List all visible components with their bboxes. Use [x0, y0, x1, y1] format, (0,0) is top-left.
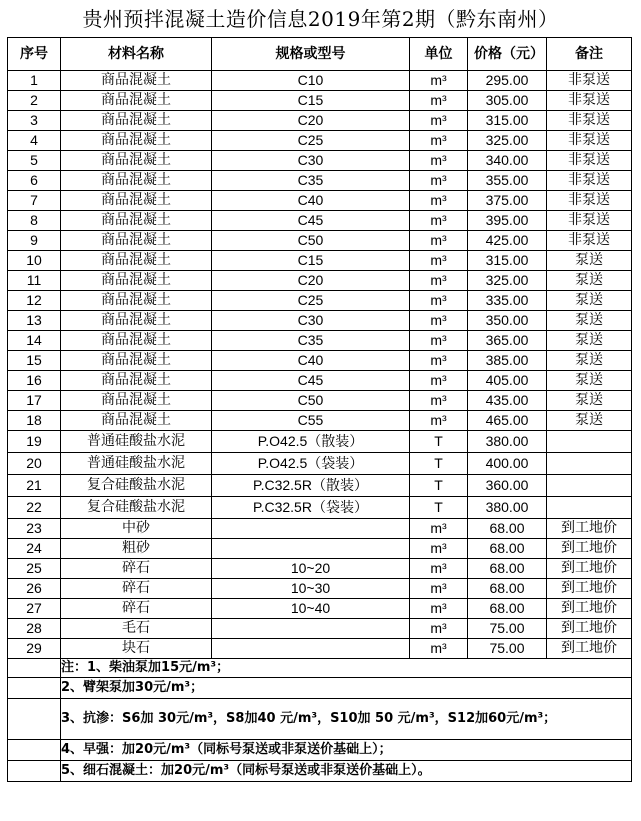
unit-cell: m³ [410, 599, 468, 619]
note-row [8, 659, 632, 678]
note-4: 4、早强：加20元/m³（同标号泵送或非泵送价基础上）； [61, 740, 632, 761]
table-row [8, 171, 632, 191]
price-cell: 360.00 [468, 475, 547, 497]
spec-model-cell: P.O42.5（袋装） [212, 453, 410, 475]
remark-cell: 非泵送 [547, 231, 632, 251]
spec-model-cell [212, 539, 410, 559]
row-number-cell: 11 [8, 271, 61, 291]
unit-cell: m³ [410, 391, 468, 411]
spec-model-cell: 10~30 [212, 579, 410, 599]
table-row [8, 559, 632, 579]
spec-model-cell: 10~40 [212, 599, 410, 619]
unit-cell: T [410, 475, 468, 497]
material-name-cell: 商品混凝土 [61, 391, 212, 411]
spec-model-cell: C40 [212, 191, 410, 211]
spec-model-cell: C15 [212, 251, 410, 271]
price-cell: 340.00 [468, 151, 547, 171]
price-cell: 355.00 [468, 171, 547, 191]
notes-section [8, 659, 632, 782]
row-number-cell: 21 [8, 475, 61, 497]
price-cell: 68.00 [468, 519, 547, 539]
price-cell: 68.00 [468, 559, 547, 579]
material-name-cell: 中砂 [61, 519, 212, 539]
note-3: 3、抗渗：S6加 30元/m³，S8加40 元/m³，S10加 50 元/m³，S12加60元/m³； [61, 699, 632, 740]
price-cell: 335.00 [468, 291, 547, 311]
material-name-cell: 商品混凝土 [61, 371, 212, 391]
price-cell: 75.00 [468, 639, 547, 659]
material-name-cell: 商品混凝土 [61, 291, 212, 311]
material-name-cell: 商品混凝土 [61, 231, 212, 251]
unit-cell: m³ [410, 519, 468, 539]
spec-model-cell: C45 [212, 371, 410, 391]
spec-model-cell: C35 [212, 171, 410, 191]
material-name-cell: 商品混凝土 [61, 71, 212, 91]
row-number-cell: 3 [8, 111, 61, 131]
price-cell: 68.00 [468, 539, 547, 559]
remark-cell: 非泵送 [547, 191, 632, 211]
table-row [8, 211, 632, 231]
row-number-cell: 10 [8, 251, 61, 271]
remark-cell: 非泵送 [547, 211, 632, 231]
material-name-cell: 商品混凝土 [61, 411, 212, 431]
remark-cell: 泵送 [547, 411, 632, 431]
row-number-cell: 20 [8, 453, 61, 475]
note-1: 注：1、柴油泵加15元/m³； [61, 659, 632, 678]
remark-cell: 泵送 [547, 291, 632, 311]
table-row [8, 639, 632, 659]
material-name-cell: 商品混凝土 [61, 171, 212, 191]
table-row [8, 91, 632, 111]
material-name-cell: 商品混凝土 [61, 131, 212, 151]
material-name-cell: 碎石 [61, 599, 212, 619]
table-row [8, 371, 632, 391]
page-title: 贵州预拌混凝土造价信息2019年第2期（黔东南州） [82, 7, 559, 31]
remark-cell: 泵送 [547, 251, 632, 271]
price-cell: 385.00 [468, 351, 547, 371]
material-name-cell: 商品混凝土 [61, 351, 212, 371]
unit-cell: m³ [410, 251, 468, 271]
table-row [8, 111, 632, 131]
table-row [8, 539, 632, 559]
material-name-cell: 商品混凝土 [61, 271, 212, 291]
row-number-cell: 7 [8, 191, 61, 211]
header-no: 序号 [8, 38, 61, 71]
unit-cell: m³ [410, 411, 468, 431]
spec-model-cell: C20 [212, 271, 410, 291]
remark-cell: 泵送 [547, 331, 632, 351]
spec-model-cell: C55 [212, 411, 410, 431]
table-row [8, 431, 632, 453]
price-cell: 75.00 [468, 619, 547, 639]
row-number-cell: 26 [8, 579, 61, 599]
table-row [8, 453, 632, 475]
header-unit: 单位 [410, 38, 468, 71]
row-number-cell: 25 [8, 559, 61, 579]
material-name-cell: 普通硅酸盐水泥 [61, 431, 212, 453]
price-table [7, 37, 632, 782]
unit-cell: m³ [410, 71, 468, 91]
material-name-cell: 粗砂 [61, 539, 212, 559]
spec-model-cell: C15 [212, 91, 410, 111]
material-name-cell: 商品混凝土 [61, 191, 212, 211]
price-cell: 68.00 [468, 579, 547, 599]
material-name-cell: 商品混凝土 [61, 111, 212, 131]
row-number-cell: 17 [8, 391, 61, 411]
unit-cell: m³ [410, 639, 468, 659]
material-name-cell: 碎石 [61, 579, 212, 599]
table-row [8, 231, 632, 251]
material-name-cell: 复合硅酸盐水泥 [61, 497, 212, 519]
spec-model-cell: P.O42.5（散装） [212, 431, 410, 453]
unit-cell: m³ [410, 211, 468, 231]
table-row [8, 391, 632, 411]
spec-model-cell: C50 [212, 231, 410, 251]
note-row [8, 740, 632, 761]
remark-cell: 到工地价 [547, 619, 632, 639]
material-name-cell: 毛石 [61, 619, 212, 639]
spec-model-cell: C20 [212, 111, 410, 131]
remark-cell: 非泵送 [547, 171, 632, 191]
spec-model-cell: C10 [212, 71, 410, 91]
remark-cell: 到工地价 [547, 519, 632, 539]
spec-model-cell: P.C32.5R（散装） [212, 475, 410, 497]
remark-cell: 到工地价 [547, 579, 632, 599]
row-number-cell: 1 [8, 71, 61, 91]
row-number-cell: 5 [8, 151, 61, 171]
header-remark: 备注 [547, 38, 632, 71]
price-cell: 325.00 [468, 131, 547, 151]
remark-cell: 泵送 [547, 371, 632, 391]
unit-cell: m³ [410, 311, 468, 331]
remark-cell: 非泵送 [547, 91, 632, 111]
table-row [8, 271, 632, 291]
remark-cell: 非泵送 [547, 131, 632, 151]
remark-cell: 泵送 [547, 271, 632, 291]
price-cell: 325.00 [468, 271, 547, 291]
remark-cell: 到工地价 [547, 559, 632, 579]
spec-model-cell: C25 [212, 131, 410, 151]
unit-cell: m³ [410, 619, 468, 639]
price-cell: 425.00 [468, 231, 547, 251]
material-name-cell: 商品混凝土 [61, 91, 212, 111]
spec-model-cell: C25 [212, 291, 410, 311]
table-row [8, 351, 632, 371]
spec-model-cell: P.C32.5R（袋装） [212, 497, 410, 519]
remark-cell [547, 431, 632, 453]
unit-cell: T [410, 431, 468, 453]
row-number-cell: 16 [8, 371, 61, 391]
spec-model-cell [212, 639, 410, 659]
remark-cell: 非泵送 [547, 71, 632, 91]
row-number-cell: 19 [8, 431, 61, 453]
table-row [8, 311, 632, 331]
price-cell: 400.00 [468, 453, 547, 475]
unit-cell: T [410, 497, 468, 519]
row-number-cell: 27 [8, 599, 61, 619]
row-number-cell: 23 [8, 519, 61, 539]
price-cell: 350.00 [468, 311, 547, 331]
price-cell: 465.00 [468, 411, 547, 431]
price-cell: 405.00 [468, 371, 547, 391]
remark-cell: 非泵送 [547, 151, 632, 171]
note-5: 5、细石混凝土：加20元/m³（同标号泵送或非泵送价基础上）。 [61, 761, 632, 782]
price-cell: 295.00 [468, 71, 547, 91]
row-number-cell: 14 [8, 331, 61, 351]
spec-model-cell: C30 [212, 311, 410, 331]
remark-cell: 到工地价 [547, 539, 632, 559]
table-row [8, 519, 632, 539]
unit-cell: m³ [410, 331, 468, 351]
row-number-cell: 13 [8, 311, 61, 331]
row-number-cell: 12 [8, 291, 61, 311]
header-name: 材料名称 [61, 38, 212, 71]
table-row [8, 71, 632, 91]
material-name-cell: 普通硅酸盐水泥 [61, 453, 212, 475]
header-spec: 规格或型号 [212, 38, 410, 71]
unit-cell: T [410, 453, 468, 475]
table-row [8, 151, 632, 171]
unit-cell: m³ [410, 579, 468, 599]
spec-model-cell [212, 519, 410, 539]
table-row [8, 331, 632, 351]
row-number-cell: 29 [8, 639, 61, 659]
remark-cell [547, 453, 632, 475]
remark-cell [547, 497, 632, 519]
table-row [8, 497, 632, 519]
unit-cell: m³ [410, 351, 468, 371]
table-row [8, 131, 632, 151]
unit-cell: m³ [410, 171, 468, 191]
unit-cell: m³ [410, 111, 468, 131]
table-row [8, 579, 632, 599]
material-name-cell: 商品混凝土 [61, 331, 212, 351]
unit-cell: m³ [410, 539, 468, 559]
table-row [8, 411, 632, 431]
remark-cell: 泵送 [547, 311, 632, 331]
header-price: 价格（元） [468, 38, 547, 71]
material-name-cell: 碎石 [61, 559, 212, 579]
price-cell: 305.00 [468, 91, 547, 111]
table-body [8, 71, 632, 659]
material-name-cell: 商品混凝土 [61, 251, 212, 271]
price-cell: 315.00 [468, 111, 547, 131]
note-2: 2、臂架泵加30元/m³； [61, 678, 632, 699]
unit-cell: m³ [410, 151, 468, 171]
header-row [8, 38, 632, 71]
table-row [8, 619, 632, 639]
table-row [8, 251, 632, 271]
table-row [8, 599, 632, 619]
remark-cell: 泵送 [547, 351, 632, 371]
row-number-cell: 8 [8, 211, 61, 231]
unit-cell: m³ [410, 91, 468, 111]
row-number-cell: 4 [8, 131, 61, 151]
price-cell: 68.00 [468, 599, 547, 619]
row-number-cell: 24 [8, 539, 61, 559]
row-number-cell: 22 [8, 497, 61, 519]
unit-cell: m³ [410, 271, 468, 291]
price-cell: 380.00 [468, 431, 547, 453]
spec-model-cell: C35 [212, 331, 410, 351]
unit-cell: m³ [410, 291, 468, 311]
price-cell: 435.00 [468, 391, 547, 411]
table-row [8, 475, 632, 497]
price-cell: 315.00 [468, 251, 547, 271]
row-number-cell: 18 [8, 411, 61, 431]
material-name-cell: 商品混凝土 [61, 151, 212, 171]
remark-cell: 泵送 [547, 391, 632, 411]
row-number-cell: 6 [8, 171, 61, 191]
spec-model-cell: C40 [212, 351, 410, 371]
unit-cell: m³ [410, 191, 468, 211]
note-row [8, 761, 632, 782]
price-cell: 365.00 [468, 331, 547, 351]
unit-cell: m³ [410, 131, 468, 151]
spec-model-cell: C50 [212, 391, 410, 411]
remark-cell [547, 475, 632, 497]
material-name-cell: 商品混凝土 [61, 211, 212, 231]
material-name-cell: 商品混凝土 [61, 311, 212, 331]
table-row [8, 291, 632, 311]
row-number-cell: 15 [8, 351, 61, 371]
spec-model-cell: 10~20 [212, 559, 410, 579]
remark-cell: 到工地价 [547, 599, 632, 619]
spec-model-cell: C45 [212, 211, 410, 231]
price-cell: 380.00 [468, 497, 547, 519]
material-name-cell: 复合硅酸盐水泥 [61, 475, 212, 497]
remark-cell: 非泵送 [547, 111, 632, 131]
unit-cell: m³ [410, 371, 468, 391]
spec-model-cell [212, 619, 410, 639]
row-number-cell: 9 [8, 231, 61, 251]
note-row [8, 699, 632, 740]
spec-model-cell: C30 [212, 151, 410, 171]
unit-cell: m³ [410, 231, 468, 251]
row-number-cell: 2 [8, 91, 61, 111]
row-number-cell: 28 [8, 619, 61, 639]
table-row [8, 191, 632, 211]
remark-cell: 到工地价 [547, 639, 632, 659]
note-row [8, 678, 632, 699]
price-cell: 375.00 [468, 191, 547, 211]
price-cell: 395.00 [468, 211, 547, 231]
material-name-cell: 块石 [61, 639, 212, 659]
unit-cell: m³ [410, 559, 468, 579]
